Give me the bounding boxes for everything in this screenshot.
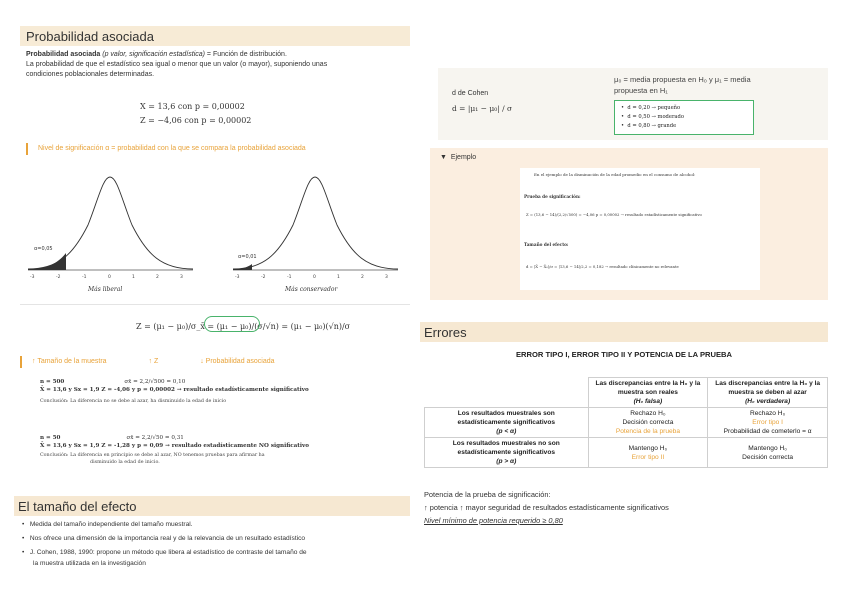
formula-x: X = 13,6 con p = 0,00002 [140, 102, 245, 111]
table-cell: Mantengo H₀ Decisión correcta [708, 438, 828, 468]
significance-note: Nivel de significación α = probabilidad con la que se compara la probabilidad asociada [26, 143, 410, 155]
section-title: Errores [424, 325, 467, 340]
tick-label: 2 [361, 275, 364, 280]
definition-line-2: La probabilidad de que el estadístico sea igual o menor que un valor (o mayor), suponiendo unas [26, 61, 328, 68]
table-title: ERROR TIPO I, ERROR TIPO II Y POTENCIA DE LA PRUEBA [515, 350, 733, 359]
table-row-header: Los resultados muestrales son estadísticamente significativos (p < α) [425, 408, 589, 438]
efecto-bullets [22, 519, 410, 569]
table-cell: Mantengo H₀ Error tipo II [588, 438, 708, 468]
cohen-card [438, 68, 828, 140]
tick-label: -1 [287, 275, 292, 280]
tick-label: 2 [156, 275, 159, 280]
table-header-cell: Las discrepancias entre la H₀ y la muestra se deben al azar (H₀ verdadera) [708, 378, 828, 408]
errores-table [424, 377, 828, 468]
tick-label: -2 [261, 275, 266, 280]
z-formula: Z = (μ₁ − μ₀)/σ_x̄ = (μ₁ − μ₀)/(σ/√n) = (μ₁ − μ₀)(√n)/σ [136, 322, 351, 331]
table-row [425, 378, 828, 408]
section-title: El tamaño del efecto [18, 499, 137, 514]
section-header-errores [420, 322, 828, 342]
example-n500: n = 500 σx̄ = 2,2/√500 = 0,10 X̄ = 13,6 y Sx = 1,9 Z = -4,06 y p = 0,00002 → resultado estadísticamente significativo Conclusión: La diferencia no se debe al azar, ha disminuido la edad de inicio [40, 379, 309, 404]
curve-line-conservador [233, 177, 398, 269]
list-item: • d = 0,50 → moderado [621, 114, 684, 120]
cohen-title: d de Cohen [452, 90, 489, 97]
alpha-region-conservador [233, 264, 252, 270]
formula-block [140, 100, 251, 128]
caption-conservador: Más conservador [285, 286, 338, 293]
caption-liberal: Más liberal [88, 286, 123, 293]
tick-label: -2 [56, 275, 61, 280]
tick-label: 1 [337, 275, 340, 280]
section-header-probabilidad [20, 26, 410, 46]
alpha-label-conservador: α=0,01 [238, 254, 257, 260]
list-item: • Nos ofrece una dimensión de la importancia real y de la relevancia de un resultado estadístico [22, 535, 306, 542]
list-item: • Medida del tamaño independiente del tamaño muestral. [22, 521, 193, 528]
definition-term: Probabilidad asociada [26, 51, 101, 58]
tick-label: 3 [385, 275, 388, 280]
triangle-down-icon[interactable]: ▼ [440, 154, 447, 161]
table-header-cell: Las discrepancias entre la H₀ y la muestra son reales (H₀ falsa) [588, 378, 708, 408]
tick-label: 3 [180, 275, 183, 280]
table-cell: Rechazo H₀ Decisión correcta Potencia de la prueba [588, 408, 708, 438]
list-item-continuation: la muestra utilizada en la investigación [33, 560, 146, 567]
alpha-label-liberal: α=0,05 [34, 246, 53, 252]
definition-italic: (p valor, significación estadística) [100, 51, 205, 58]
ejemplo-header[interactable]: ▼ Ejemplo [440, 154, 477, 161]
tick-label: 0 [313, 275, 316, 280]
list-item: • d = 0,20 → pequeño [621, 105, 681, 111]
definition-line-3: condiciones poblacionales determinadas. [26, 71, 155, 78]
alpha-region-liberal [28, 253, 66, 270]
table-row-header: Los resultados muestrales no son estadísticamente significativos (p > α) [425, 438, 589, 468]
definition-paragraph [26, 50, 410, 80]
tick-label: -1 [82, 275, 87, 280]
ejemplo-toggle[interactable] [430, 148, 828, 300]
example-n50: n = 50 σx̄ = 2,2/√50 = 0,31 X̄ = 13,6 y Sx = 1,9 Z = -1,28 y p = 0,09 → resultado estadísticamente NO significativo Conclusión: La diferencia en principio se debe al azar, NO tenemos pruebas para afirmar ha disminuido la edad de inicio. [40, 435, 309, 465]
list-item: • J. Cohen, 1988, 1990: propone un método que libera al estadístico de contraste del tamaño de [22, 549, 307, 556]
curve-conservador [233, 177, 398, 293]
divider [20, 304, 410, 305]
tick-label: -3 [235, 275, 240, 280]
definition-rest: = Función de distribución. [204, 51, 287, 58]
formula-z: Z = −4,06 con p = 0,00002 [140, 116, 252, 125]
potencia-title: Potencia de la prueba de significación: [424, 490, 551, 499]
curve-liberal [28, 177, 193, 293]
cohen-levels-box [614, 100, 754, 135]
section-header-efecto [14, 496, 410, 516]
mu-note: μ₀ = media propuesta en H₀ y μ₁ = media propuesta en H₁ [614, 75, 751, 95]
ejemplo-content: En el ejemplo de la disminución de la edad promedio en el consumo de alcohol: Prueba de significación: Z = (13,6 − 14)/(2,2/√500) = −4,06 p = 0,00002 → resultado estadísticamente significativo Tamaño del efecto: d = |X̄ − X̄₀|/σ = |13,6 − 14|/2,2 = 0,182 → resultado clínicamente no relevante [520, 168, 760, 290]
highlight-sqrt-n [204, 316, 260, 332]
table-row [425, 438, 828, 468]
tick-label: 1 [132, 275, 135, 280]
tick-label: -3 [30, 275, 35, 280]
table-row [425, 408, 828, 438]
potencia-block [424, 488, 828, 527]
cohen-formula: d = |μ₁ − μ₀| / σ [452, 104, 513, 113]
list-item: • d = 0,80 → grande [621, 123, 677, 129]
section-title: Probabilidad asociada [26, 29, 154, 44]
curve-line-liberal [28, 177, 193, 269]
normal-curves-figure [28, 165, 408, 300]
tamano-relationship: ↑ Tamaño de la muestra ↑ Z ↓ Probabilidad asociada [20, 356, 410, 368]
tick-label: 0 [108, 275, 111, 280]
potencia-min: Nivel mínimo de potencia requerido ≥ 0,80 [424, 516, 563, 525]
potencia-line: ↑ potencia ↑ mayor seguridad de resultados estadísticamente significativos [424, 503, 669, 512]
table-cell: Rechazo H₀ Error tipo I Probabilidad de cometerlo = α [708, 408, 828, 438]
